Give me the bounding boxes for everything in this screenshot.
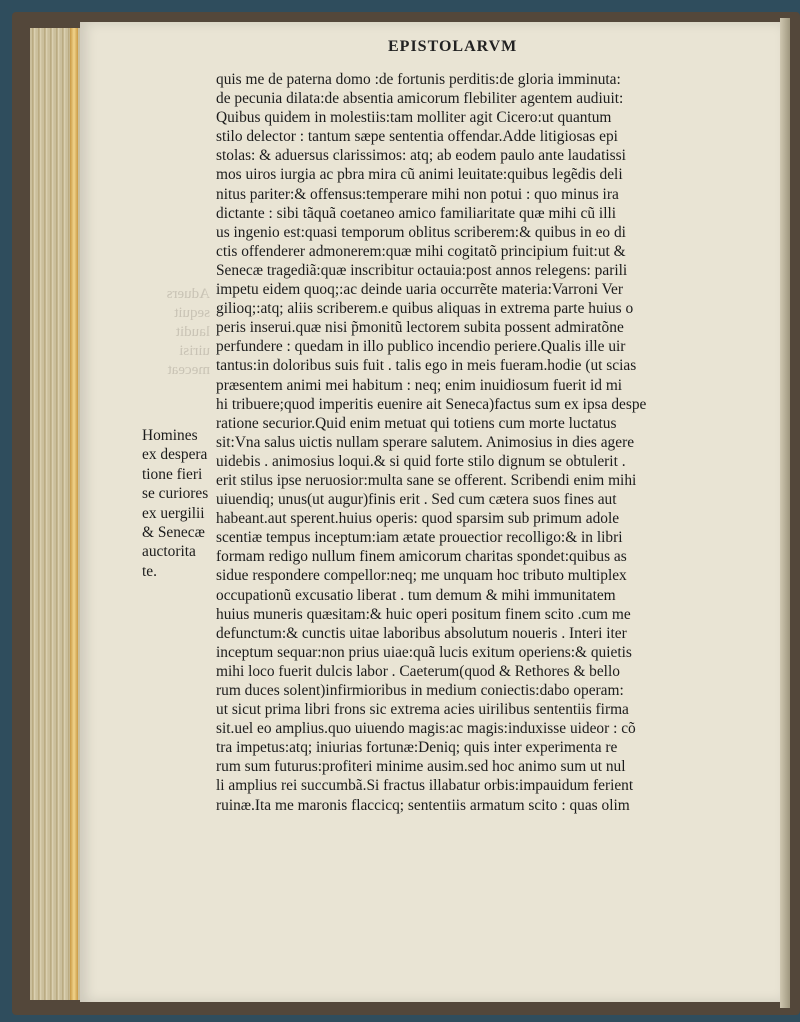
bleed-line: uirisi: [179, 343, 210, 359]
text-line: inceptum sequar:non prius uiae:quã lucis exitum operiens:& quietis: [216, 643, 632, 661]
gloss-line: se curiores: [142, 485, 209, 503]
text-line: rum sum futurus:profiteri minime ausim.sed hoc animo sum ut nul: [216, 758, 626, 776]
text-line: præsentem animi mei habitum : neq; enim inuidiosum fuerit id mi: [216, 376, 623, 394]
text-line: sit:Vna salus uictis nullam sperare salutem. Animosius in dies agere: [216, 433, 635, 451]
text-line: impetu eidem quoq;:ac deinde uaria occurrẽte materia:Varroni Ver: [216, 281, 623, 299]
bleed-line: Aduers: [166, 286, 210, 302]
text-line: uidebis . animosius loqui.& si quid forte stilo dignum se obtulerit .: [216, 452, 626, 470]
text-line: ruinæ.Ita me maronis flaccicq; sententiis armatum scito : quas olim: [216, 796, 630, 814]
text-line: nitus pariter:& offensus:temperare mihi non potui : quo minus ira: [216, 185, 619, 203]
text-line: dictante : sibi tãquã coetaneo amico familiaritate quæ mihi cũ illi: [216, 204, 617, 222]
text-line: uiuendiq; unus(ut augur)finis erit . Sed cum cætera suos fines aut: [216, 491, 617, 509]
text-line: stolas: & aduersus clarissimos: atq; ab eodem paulo ante laudatissi: [216, 147, 626, 165]
text-line: formam redigo nullum finem amicorum charitas spondet:quibus as: [216, 548, 627, 566]
text-line: defunctum:& cunctis uitae laboribus absolutum noueris . Interi iter: [216, 624, 627, 642]
text-line: peris inserui.quæ nisi p̃monitũ lectorem subita possent admiratõne: [216, 319, 624, 337]
main-text-block: [216, 70, 736, 815]
gloss-line: tione fieri: [142, 465, 203, 483]
page-header: EPISTOLARVM: [388, 38, 518, 55]
text-line: ut sicut prima libri frons sic extrema acies uirilibus sententiis firma: [216, 701, 629, 719]
page-right-edge: [780, 18, 790, 1008]
text-line: occupationũ excusatio liberat . tum demum & mihi immunitatem: [216, 586, 616, 604]
text-line: Quibus quidem in molestiis:tam molliter agit Cicero:ut quantum: [216, 109, 612, 127]
text-line: quis me de paterna domo :de fortunis perditis:de gloria imminuta:: [216, 71, 621, 88]
text-line: us ingenio est:quasi temporum oblitus scriberem:& quibus in eo di: [216, 223, 626, 241]
text-line: rum duces solent)infirmioribus in medium coniectis:dabo operam:: [216, 682, 624, 699]
gloss-line: ex despera: [142, 446, 208, 464]
gloss-line: te.: [142, 562, 157, 580]
text-line: habeant.aut sperent.huius operis: quod sparsim sub primum adole: [216, 510, 620, 528]
gloss-line: ex uergilii: [142, 504, 205, 522]
bleed-line: meceat: [167, 362, 210, 378]
gilt-edge: [70, 28, 78, 1000]
bleed-through-text: [140, 285, 210, 380]
text-line: sidue respondere compellor:neq; me unquam hoc tributo multiplex: [216, 567, 627, 585]
bleed-line: laudit: [175, 324, 210, 340]
gloss-line: & Senecæ: [142, 523, 205, 541]
text-line: stilo delector : tantum sæpe sententia offendar.Adde litigiosas epi: [216, 128, 618, 146]
text-line: Senecæ tragediã:quæ inscribitur octauia:post annos relegens: parili: [216, 261, 628, 279]
text-line: tantus:in doloribus suis fuit . talis ego in meis fueram.hodie (ut scias: [216, 357, 637, 375]
text-line: sit.uel eo amplius.quo uiuendo magis:ac magis:induxisse uideor : cõ: [216, 720, 636, 738]
text-line: ratione securior.Quid enim metuat qui totiens cum morte luctatus: [216, 414, 617, 432]
text-line: de pecunia dilata:de absentia amicorum flebiliter agentem audiuit:: [216, 90, 624, 108]
text-line: erit stilus ipse neruosior:multa sane se offerent. Scribendi enim mihi: [216, 471, 637, 489]
text-line: tra impetus:atq; iniurias fortunæ:Deniq; quis inter experimenta re: [216, 739, 618, 757]
gloss-line: auctorita: [142, 543, 196, 561]
text-line: mos uiros iurgia ac pbra mira cũ animi leuitate:quibus legẽdis deli: [216, 166, 623, 184]
bleed-line: sequit: [174, 305, 210, 321]
margin-gloss: [142, 426, 214, 581]
text-line: hi tribuere;quod imperitis euenire ait Seneca)factus sum ex ipsa despe: [216, 395, 647, 413]
gloss-line: Homines: [142, 427, 198, 444]
text-line: gilioq;:atq; aliis scriberem.e quibus aliquas in extrema parte huius o: [216, 300, 634, 318]
text-line: mihi loco fuerit dulcis labor . Caeterum(quod & Rethores & bello: [216, 662, 620, 680]
text-line: perfundere : quedam in illo publico incendio periere.Qualis ille uir: [216, 338, 626, 356]
text-line: ctis offenderer admonerem:quæ mihi cogitatõ principium fuit:ut &: [216, 242, 626, 260]
text-line: scentiæ tempus inceptum:iam ætate prouectior recolligo:& in libri: [216, 529, 623, 547]
text-line: li amplius rei succumbã.Si fractus illabatur orbis:impauidum ferient: [216, 777, 634, 795]
text-line: huius muneris quæsitam:& huic operi positum finem scito .cum me: [216, 605, 631, 623]
